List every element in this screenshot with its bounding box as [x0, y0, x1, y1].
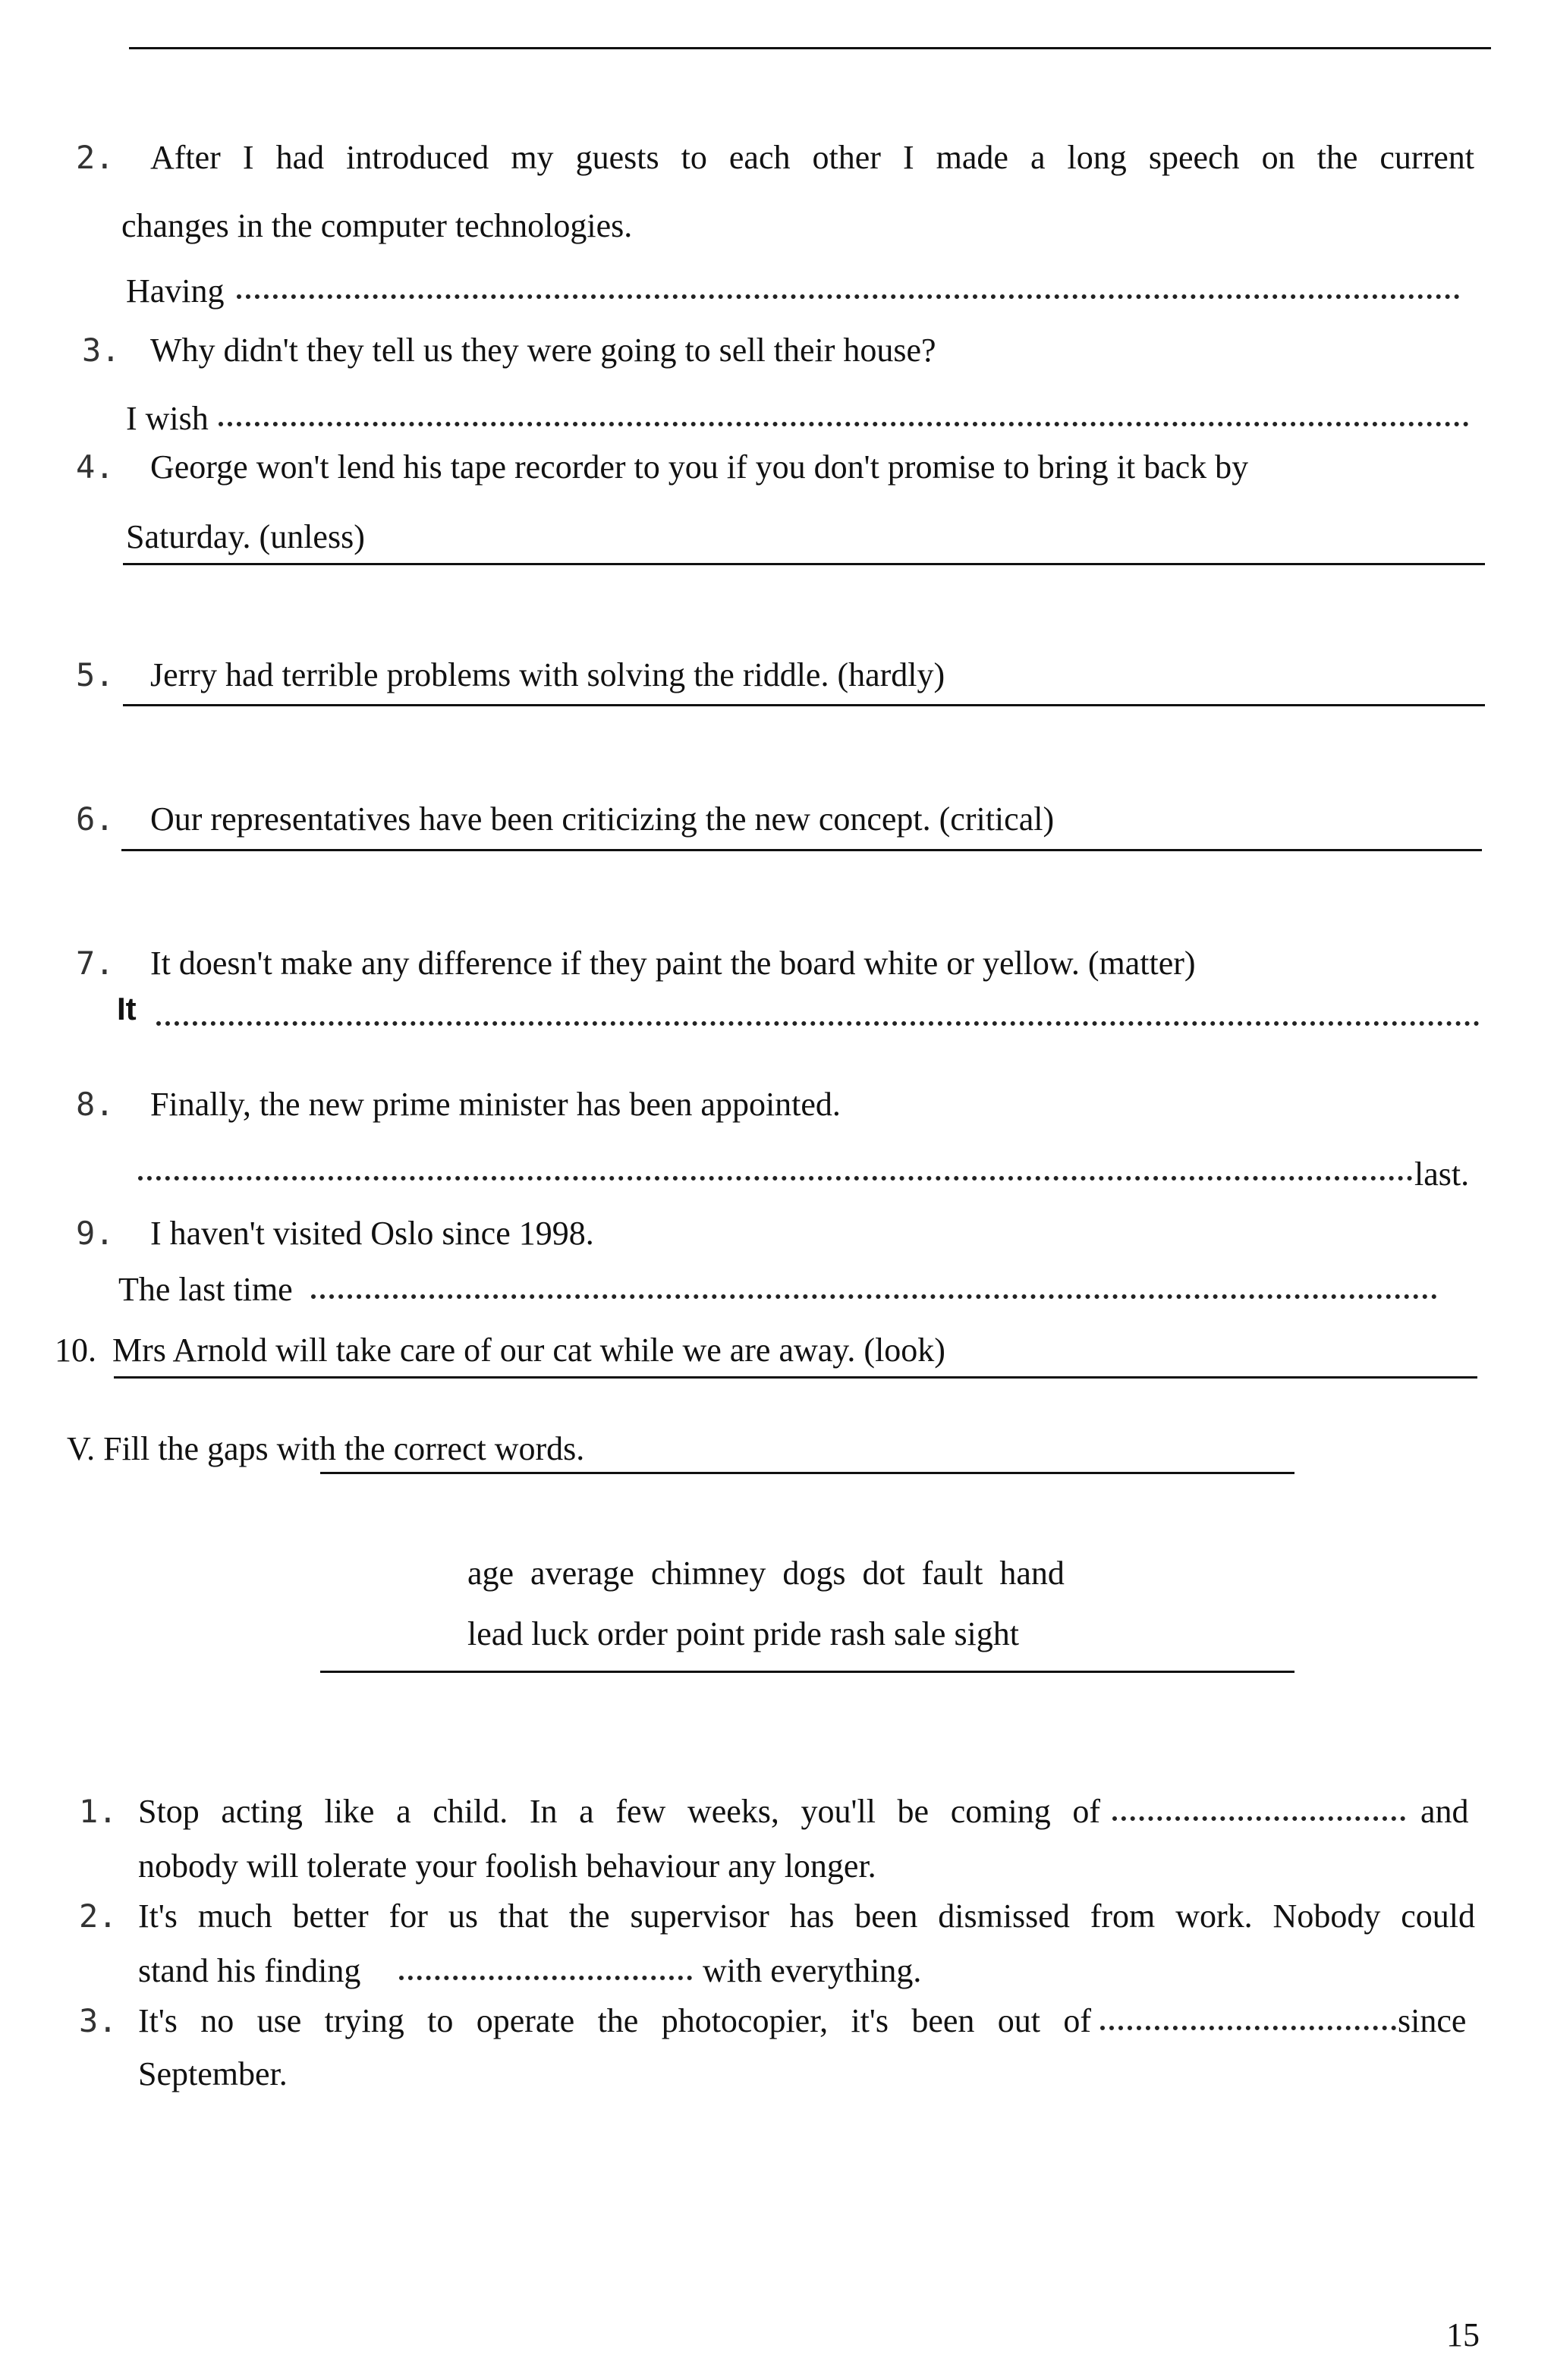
q6-number: 6. [76, 800, 115, 838]
q8-text: Finally, the new prime minister has been appointed. [150, 1086, 841, 1123]
v-q1-gap[interactable] [1112, 1816, 1405, 1821]
v-q3-line1-b: since [1398, 2002, 1467, 2039]
q8-number: 8. [76, 1086, 115, 1123]
q9-answer-line[interactable] [311, 1294, 1437, 1299]
v-q2-line2-b: with everything. [703, 1952, 922, 1989]
q8-answer-line[interactable] [138, 1176, 1413, 1181]
q10-answer-line[interactable] [114, 1376, 1477, 1379]
v-q3-line1-a: It's no use trying to operate the photocopier, it's been out of [138, 2002, 1091, 2039]
q3-number: 3. [82, 332, 121, 369]
q2-text-line2: changes in the computer technologies. [121, 207, 633, 244]
q9-number: 9. [76, 1215, 115, 1252]
q9-prompt: The last time [118, 1271, 293, 1308]
v-q3-number: 3. [79, 2002, 118, 2039]
q3-prompt: I wish [126, 400, 209, 437]
page-number: 15 [1446, 2316, 1480, 2353]
q10-text: Mrs Arnold will take care of our cat while we are away. (look) [112, 1331, 945, 1369]
v-q1-line1-b: and [1420, 1793, 1469, 1830]
q3-answer-line[interactable] [219, 422, 1469, 426]
v-q1-line2: nobody will tolerate your foolish behaviour any longer. [138, 1847, 876, 1885]
v-q2-line1: It's much better for us that the supervisor has been dismissed from work. Nobody could [138, 1897, 1475, 1935]
q4-text-line1: George won't lend his tape recorder to you if you don't promise to bring it back by [150, 448, 1249, 486]
q2-prompt: Having [126, 272, 225, 310]
v-q2-line2-a: stand his finding [138, 1952, 361, 1989]
v-q3-line2: September. [138, 2055, 288, 2092]
v-q2-gap[interactable] [399, 1976, 692, 1980]
q2-number: 2. [76, 139, 115, 176]
section-v-heading: V. Fill the gaps with the correct words. [67, 1430, 585, 1467]
q3-text: Why didn't they tell us they were going to sell their house? [150, 332, 936, 369]
q7-number: 7. [76, 945, 115, 982]
q2-text-line1: After I had introduced my guests to each other I made a long speech on the current [150, 139, 1474, 176]
word-box-line1: age average chimney dogs dot fault hand [467, 1555, 1065, 1592]
v-q1-line1-a: Stop acting like a child. In a few weeks, you'll be coming of [138, 1793, 1100, 1830]
v-q3-gap[interactable] [1100, 2026, 1396, 2030]
q4-answer-line[interactable] [123, 563, 1485, 565]
q6-answer-line[interactable] [121, 849, 1482, 851]
q7-prompt: It [117, 991, 137, 1027]
q7-answer-line[interactable] [156, 1021, 1480, 1026]
q7-text: It doesn't make any difference if they paint the board white or yellow. (matter) [150, 945, 1196, 982]
q5-text: Jerry had terrible problems with solving the riddle. (hardly) [150, 656, 945, 693]
q4-text-line2: Saturday. (unless) [126, 518, 365, 555]
word-box-bottom-rule [320, 1671, 1294, 1673]
q5-answer-line[interactable] [123, 704, 1485, 706]
q2-answer-line[interactable] [237, 294, 1460, 299]
word-box-top-rule [320, 1472, 1294, 1474]
word-box-line2: lead luck order point pride rash sale sight [467, 1615, 1020, 1652]
q9-text: I haven't visited Oslo since 1998. [150, 1215, 594, 1252]
q8-suffix: last. [1414, 1155, 1470, 1193]
q6-text: Our representatives have been criticizing the new concept. (critical) [150, 800, 1055, 838]
q4-number: 4. [76, 448, 115, 486]
v-q2-number: 2. [79, 1897, 118, 1935]
q5-number: 5. [76, 656, 115, 693]
v-q1-number: 1. [79, 1793, 118, 1830]
q10-number: 10. [55, 1331, 96, 1369]
top-rule [129, 47, 1491, 49]
